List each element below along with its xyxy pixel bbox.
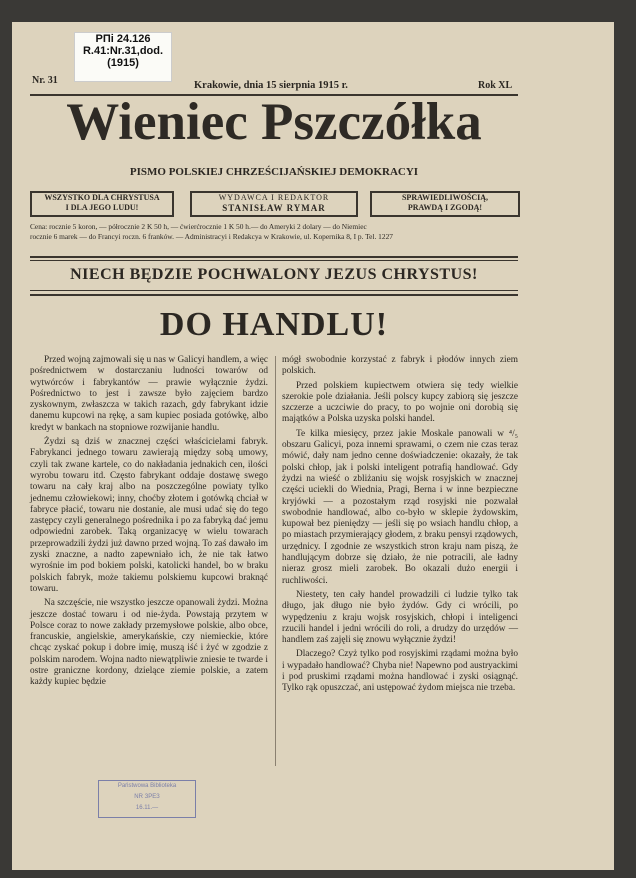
shelfmark-line1: РПі 24.126 <box>95 33 151 45</box>
paragraph: Niestety, ten cały handel prowadzili ci ludzie tylko tak długo, jak długo nie było żydów. Gdy ci wrócili, po wypędzeniu z kraju wojsk rosyjskich, chłopi i inteligenci rzucili handel i jedni wrócili do roli, a drudzy do urzędów — handlem zaś zajęli się znowu wyłącznie żydzi! <box>282 589 518 646</box>
editor-name: STANISŁAW RYMAR <box>222 203 326 213</box>
article-column-2 <box>282 355 518 698</box>
subscription-prices <box>30 222 518 242</box>
prices-line2: rocznie 6 marek — do Francyi roczn. 6 franków. — Administracyi i Redakcya w Krakowie, ul. Kopernika 8, I p. Tel. 1227 <box>30 232 393 241</box>
stamp-line3: 16.11.— <box>135 805 159 811</box>
issue-number: Nr. 31 <box>32 75 58 86</box>
motto-left-line2: I DLA JEGO LUDU! <box>65 203 139 212</box>
masthead-title: Wieniec Pszczółka <box>66 93 482 151</box>
editor-box <box>190 191 358 217</box>
paragraph: Żydzi są dziś w znacznej części właścicielami fabryk. Fabrykanci jednego towaru zawierają między sobą umowy, czyli tak zwane kartele, co do nakładania jednakich cen, ilości wyrobu towaru itd. Często fabrykant oddaje dostawę swego towaru na cały kraj albo na poszczególne powiaty tylko jednemu człowiekowi; inny, choćby złotem i gotówką chciał w fabryce płacić, towaru nie dostanie, ale musi udać się do tego zastępcy czyli generalnego pośrednika i po za fabryką dać jemu odpowiedni zarobek. Taką organizacyę w wielu towarach przeprowadzili żydzi już dawno przed wojną. To zaś dawało im zyski znaczne, a nadto zapewniało ich, że nie tak łatwo wyrośnie im pod bokiem polski, katolicki handel, bo w braku polskich fabryk, może takiemu polskiemu kupcowi braknąć towaru. <box>30 437 268 594</box>
shelfmark-line2: R.41:Nr.31,dod. <box>82 45 164 57</box>
column-divider <box>275 356 276 766</box>
motto-left-line1: WSZYSTKO DLA CHRYSTUSA <box>44 193 160 202</box>
editor-label: WYDAWCA I REDAKTOR <box>218 193 330 202</box>
article-headline: DO HANDLU! <box>159 306 389 343</box>
stamp-line2: NR ЗРЕЗ <box>134 794 160 800</box>
motto-left <box>30 191 174 217</box>
motto-right-line2: PRAWDĄ I ZGODĄ! <box>407 203 483 212</box>
paragraph: Przed wojną zajmowali się u nas w Galicyi handlem, a więc pośrednictwem w dostarczaniu ludności towarów od wytwórców i fabrykantów — prawie wyłącznie żydzi. Pośrednictwo to jest i zawsze było zajęciem bardzo zyskownym, zwłaszcza w takich razach, gdy fabrykant idzie danemu kupcowi na rękę, a sam kupiec posiada gotówkę, albo kredyt w bankach na stopniowe rozwijanie handlu. <box>30 355 268 433</box>
article-column-1 <box>30 355 268 692</box>
library-stamp <box>98 780 196 818</box>
prices-line1: Cena: rocznie 5 koron, — półrocznie 2 K 50 h, — ćwierćrocznie 1 K 50 h.— do Ameryki 2 dolary — do Niemiec <box>30 222 367 231</box>
praise-rule-bottom <box>30 294 518 296</box>
issue-date: Krakowie, dnia 15 sierpnia 1915 r. <box>194 80 348 91</box>
stamp-line1: Państwowa Biblioteka <box>117 783 177 789</box>
paragraph: Na szczęście, nie wszystko jeszcze opanowali żydzi. Można jeszcze dostać towaru i od nie-żyda. Powstają przytem w Polsce coraz to nowe zakłady przemysłowe polskie, albo obce, francuskie, angielskie, amerykańskie, czy niemieckie, które chcąc zyskać pokup i dobre imię, muszą iść i żyć w zgodzie z polskim narodem. Wojna nadto niewątpliwie zniesie te twarde i ostre graniczne kordony, dzielące ziemie polskie, a zatem każdy kupiec będzie <box>30 598 268 688</box>
praise-rule-top <box>30 256 518 258</box>
praise-rule-top-thin <box>30 260 518 261</box>
praise-banner: NIECH BĘDZIE POCHWALONY JEZUS CHRYSTUS! <box>70 266 478 283</box>
paragraph: Dlaczego? Czyż tylko pod rosyjskimi rządami można było i wypadało handlować? Chyba nie! Napewno pod austryackimi i pod pruskimi rządami można handlować i zyski osiągnąć. Tylko rąk opuszczać, ani ustępować żydom miejsca nie trzeba. <box>282 649 518 694</box>
issue-year: Rok XL <box>478 80 513 91</box>
shelfmark-label <box>74 32 172 82</box>
praise-rule-bottom-thin <box>30 290 518 291</box>
motto-right-line1: SPRAWIEDLIWOŚCIĄ, <box>401 193 489 202</box>
paragraph: Przed polskiem kupiectwem otwiera się tedy wielkie szerokie pole działania. Jeśli polscy kupcy zabiorą się jeszcze szczerze a uczciwie do pracy, to po wojnie oni dorobią się majątków a Polska uzyska polski handel. <box>282 380 518 425</box>
paragraph: Te kilka miesięcy, przez jakie Moskale panowali w ⁴/₅ obszaru Galicyi, poza innemi sprawami, o czem nie czas teraz mówić, dały nam jedno cenne doświadczenie: okazały, że tak polski chłop, jak i polski inteligent potrafią handlować. Gdy żydzi na wieść o zbliżaniu się wojsk rosyjskich w znacznej części uciekli do Wiednia, Pragi, Berna i w inne bezpieczne kryjówki — a pozostałym rząd rosyjski nie pozwalał swobodnie handlować, albo co-było w sklepie żydowskim, kupował bez pieniędzy — jeśli się po wsiach handlu chłop, a po miastach przymierający głodem, z braku pensyi rządowych, urzędnicy. I zgodnie ze wszystkich stron kraju nam piszą, że handlującym dobrze się działo, że nie potracili, ale ładny nieraz grosz mieli zarobek. Bo okazali dużo energii i ruchliwości. <box>282 428 518 586</box>
shelfmark-line3: (1915) <box>107 57 139 69</box>
masthead-subtitle: PISMO POLSKIEJ CHRZEŚCIJAŃSKIEJ DEMOKRACYI <box>129 166 419 178</box>
paragraph: mógł swobodnie korzystać z fabryk i płodów innych ziem polskich. <box>282 355 518 377</box>
motto-right <box>370 191 520 217</box>
